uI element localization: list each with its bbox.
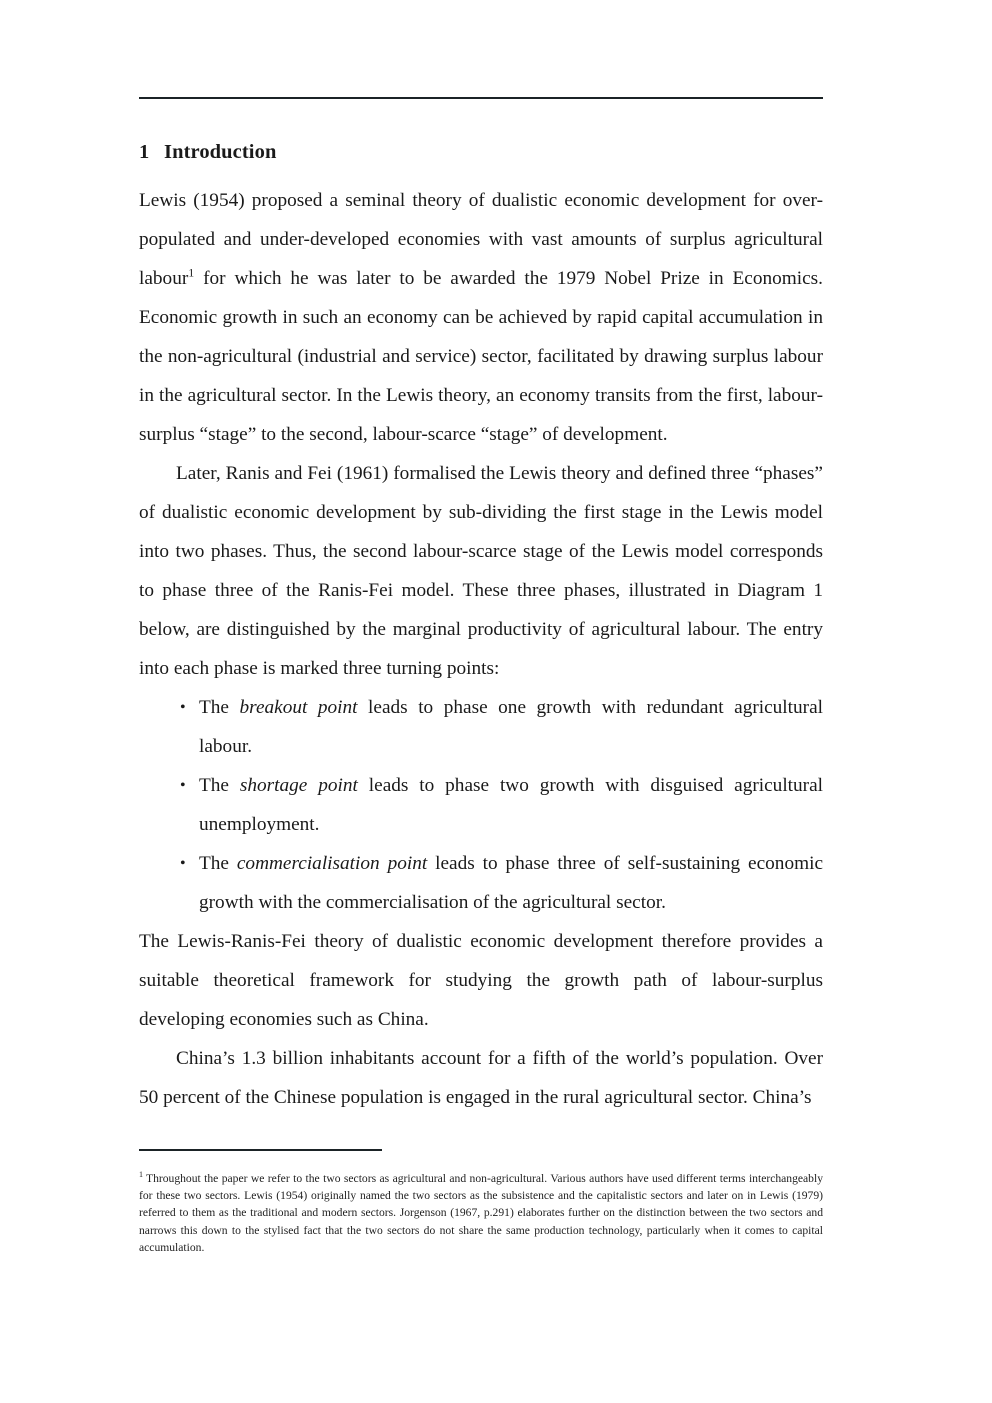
paragraph-intro-text-before-footnote: Lewis (1954) proposed a seminal theory of dualistic economic development for over-populated and under-developed economies with vast amounts of surplus agricultural labour <box>139 189 823 289</box>
bullet-term: commercialisation point <box>236 852 428 874</box>
page-content <box>139 140 823 1117</box>
bullet-lead-text: The <box>199 852 237 874</box>
bullet-lead-text: The <box>199 696 240 718</box>
footnote-area <box>139 1149 823 1256</box>
paragraph-china: China’s 1.3 billion inhabitants account for a fifth of the world’s population. Over 50 percent of the Chinese population is engaged in the rural agricultural sector. China’s <box>139 1047 823 1108</box>
list-item <box>139 688 823 766</box>
bullet-icon: • <box>180 698 186 716</box>
bullet-rest-text: leads to phase three of self-sustaining economic growth with the commercialisation of the agricultural sector. <box>199 852 824 913</box>
section-title: Introduction <box>164 141 277 163</box>
list-item <box>139 844 823 922</box>
bullet-icon: • <box>180 776 186 794</box>
bullet-rest-text: leads to phase one growth with redundant agricultural labour. <box>199 696 823 757</box>
footnote-body: Throughout the paper we refer to the two sectors as agricultural and non-agricultural. Various authors have used different terms interchangeably for these two sectors. Lewis (1954) originally named the two sectors as the subsistence and the capitalistic sectors and later on in Lewis (1979) referred to them as the traditional and modern sectors. Jorgenson (1967, p.291) elaborates further on the distinction between the two sectors and narrows this down to the stylised fact that the two sectors do not share the same production technology, particularly when it comes to capital accumulation. <box>139 1172 823 1254</box>
document-page <box>139 0 823 1403</box>
paragraph-ranis-fei: Later, Ranis and Fei (1961) formalised the Lewis theory and defined three “phases” of dualistic economic development by sub-dividing the first stage in the Lewis model into two phases. Thus, the second labour-scarce stage of the Lewis model corresponds to phase three of the Ranis-Fei model. These three phases, illustrated in Diagram 1 below, are distinguished by the marginal productivity of agricultural labour. The entry into each phase is marked three turning points: <box>139 462 823 679</box>
footnote-text <box>139 1170 823 1256</box>
paragraph-framework: The Lewis-Ranis-Fei theory of dualistic economic development therefore provides a suitable theoretical framework for studying the growth path of labour-surplus developing economies such as China. <box>139 930 823 1030</box>
footnote-separator-rule <box>139 1149 382 1151</box>
bullet-icon: • <box>180 854 186 872</box>
footnote-reference-marker[interactable]: 1 <box>188 265 195 280</box>
page-title <box>139 140 823 165</box>
bullet-term: shortage point <box>239 774 358 796</box>
section-number: 1 <box>139 141 150 163</box>
bullet-term: breakout point <box>239 696 358 718</box>
bullet-lead-text: The <box>199 774 240 796</box>
header-rule <box>139 97 823 99</box>
paragraph-intro-text-after-footnote: for which he was later to be awarded the 1979 Nobel Prize in Economics. Economic growth in such an economy can be achieved by rapid capital accumulation in the non-agricultural (industrial and service) sector, facilitated by drawing surplus labour in the agricultural sector. In the Lewis theory, an economy transits from the first, labour-surplus “stage” to the second, labour-scarce “stage” of development. <box>139 267 823 445</box>
turning-points-list <box>139 688 823 922</box>
list-item <box>139 766 823 844</box>
paragraph-intro <box>139 181 823 454</box>
bullet-rest-text: leads to phase two growth with disguised agricultural unemployment. <box>199 774 824 835</box>
footnote-number-marker: 1 <box>139 1170 143 1180</box>
